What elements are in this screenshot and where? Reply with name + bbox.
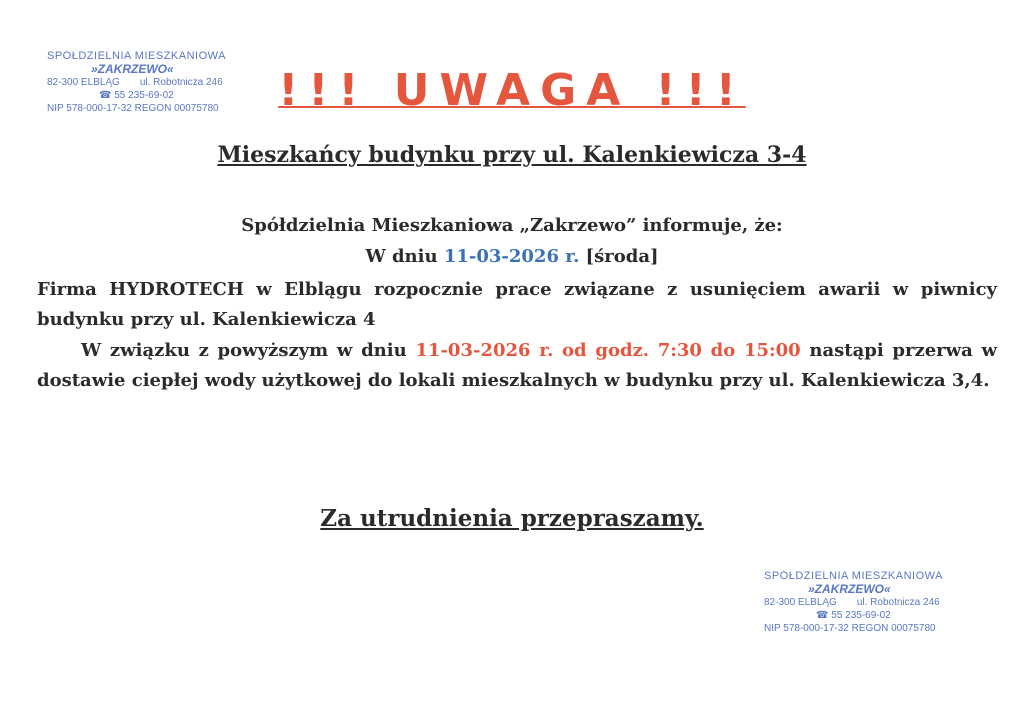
stamp-ids: NIP 578-000-17-32 REGON 00075780 [764, 623, 936, 634]
interruption-suffix: nastąpi przerwa w dostawie ciepłej wody użytkowej do lokali mieszkalnych w budynku przy ul. Kalenkiewicza 3,4. [37, 340, 997, 391]
stamp-brand: »ZAKRZEWO« [808, 582, 891, 596]
stamp-city: 82-300 ELBLĄG [764, 597, 837, 608]
closing-apology: Za utrudnienia przepraszamy. [320, 505, 704, 532]
stamp-street: ul. Robotnicza 246 [856, 597, 940, 608]
stamp-brand: »ZAKRZEWO« [91, 62, 174, 76]
date-suffix: [środa] [579, 246, 659, 267]
interruption-time: 11-03-2026 r. od godz. 7:30 do 15:00 [415, 340, 801, 361]
date-value: 11-03-2026 r. [443, 246, 580, 267]
cooperative-stamp-bottom [764, 570, 960, 646]
date-prefix: W dniu [365, 246, 444, 267]
stamp-street: ul. Robotnicza 246 [139, 77, 223, 88]
stamp-name: SPÓŁDZIELNIA MIESZKANIOWA [764, 570, 943, 582]
interruption-prefix: W związku z powyższym w dniu [81, 340, 416, 361]
date-line [0, 244, 1024, 270]
warning-heading: !!! UWAGA !!! [278, 65, 746, 116]
paragraph-works: Firma HYDROTECH w Elblągu rozpocznie prace związane z usunięciem awarii w piwnicy budynku przy ul. Kalenkiewicza 4 [37, 279, 997, 330]
stamp-ids: NIP 578-000-17-32 REGON 00075780 [47, 103, 219, 114]
stamp-phone: ☎ 55 235-69-02 [99, 90, 174, 101]
paragraph-interruption [37, 336, 997, 396]
notice-subtitle: Mieszkańcy budynku przy ul. Kalenkiewicza 3-4 [217, 142, 807, 168]
stamp-city: 82-300 ELBLĄG [47, 77, 120, 88]
stamp-address [764, 596, 960, 609]
stamp-name: SPÓŁDZIELNIA MIESZKANIOWA [47, 50, 226, 62]
stamp-phone: ☎ 55 235-69-02 [816, 610, 891, 621]
info-line: Spółdzielnia Mieszkaniowa „Zakrzewo” informuje, że: [241, 215, 783, 236]
